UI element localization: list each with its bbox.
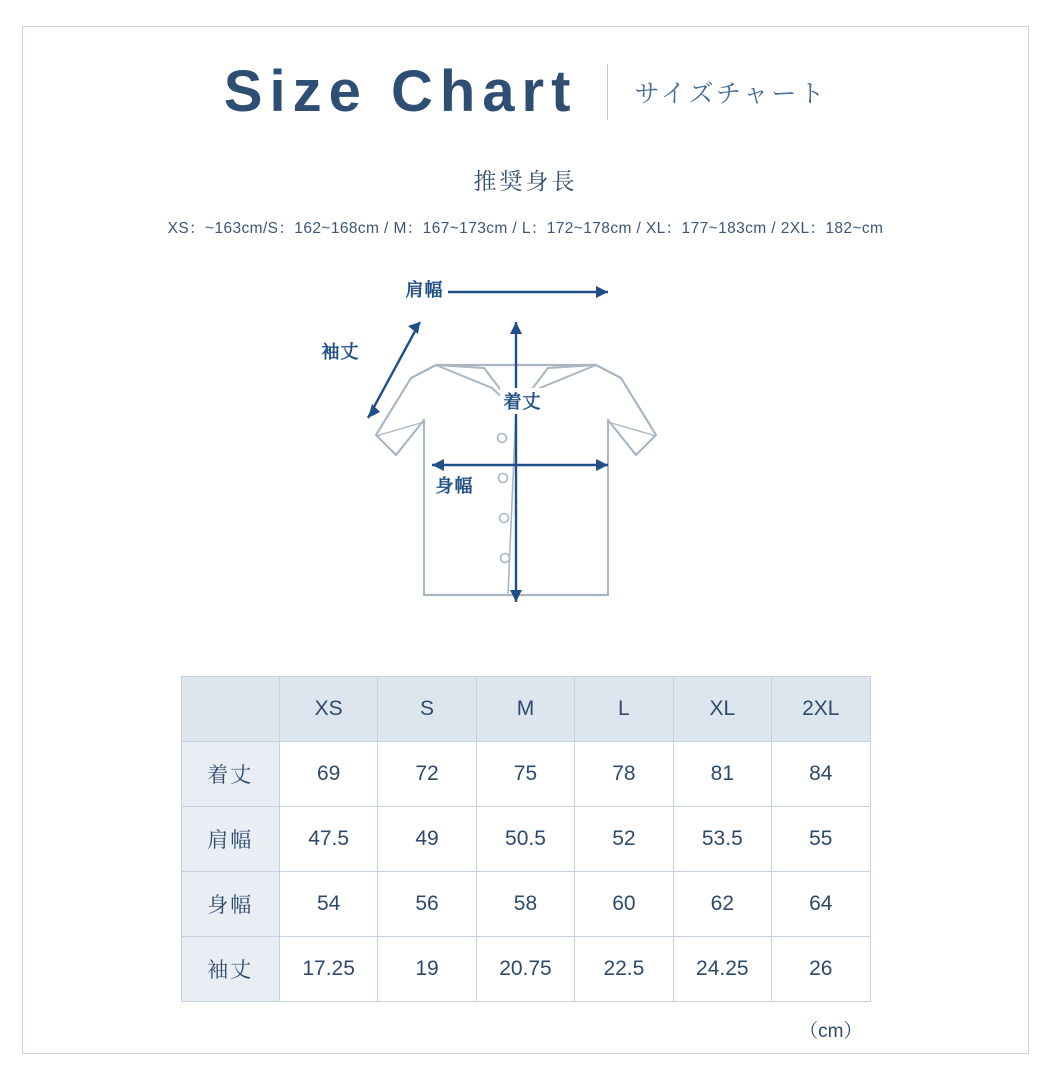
header-l: L [575, 677, 673, 742]
cell-body-width-m: 58 [476, 872, 574, 937]
cell-sleeve-length-s: 19 [378, 937, 476, 1002]
cell-shoulder-width-m: 50.5 [476, 807, 574, 872]
label-sleeve-length: 袖丈 [318, 338, 364, 364]
table-row [181, 872, 870, 937]
table-row [181, 742, 870, 807]
cell-shoulder-width-2xl: 55 [772, 807, 870, 872]
cell-body-width-xl: 62 [673, 872, 771, 937]
table-row [181, 937, 870, 1002]
size-table-body [181, 742, 870, 1002]
shirt-illustration [316, 260, 736, 650]
cell-body-length-m: 75 [476, 742, 574, 807]
cell-sleeve-length-l: 22.5 [575, 937, 673, 1002]
cell-shoulder-width-l: 52 [575, 807, 673, 872]
cell-shoulder-width-s: 49 [378, 807, 476, 872]
table-row [181, 807, 870, 872]
row-label-body-width: 身幅 [181, 872, 279, 937]
header-xs: XS [279, 677, 377, 742]
cell-body-length-2xl: 84 [772, 742, 870, 807]
label-body-width: 身幅 [432, 472, 478, 498]
header-2xl: 2XL [772, 677, 870, 742]
title-divider [607, 64, 608, 120]
row-label-shoulder-width: 肩幅 [181, 807, 279, 872]
row-label-body-length: 着丈 [181, 742, 279, 807]
cell-body-length-xs: 69 [279, 742, 377, 807]
table-header-row [181, 677, 870, 742]
cell-body-length-xl: 81 [673, 742, 771, 807]
header [23, 59, 1028, 124]
cell-shoulder-width-xl: 53.5 [673, 807, 771, 872]
cell-body-length-s: 72 [378, 742, 476, 807]
cell-body-width-xs: 54 [279, 872, 377, 937]
recommended-height-values: XS：~163cm/S：162~168cm / M：167~173cm / L：172~178cm / XL：177~183cm / 2XL：182~cm [167, 220, 884, 237]
page-subtitle: サイズチャート [634, 80, 828, 108]
size-table [181, 676, 871, 1002]
illustration-wrap [23, 260, 1028, 650]
page-title: Size Chart [223, 59, 578, 124]
header-s: S [378, 677, 476, 742]
cell-body-length-l: 78 [575, 742, 673, 807]
label-body-length: 着丈 [500, 388, 546, 414]
shirt-diagram-icon [316, 260, 736, 650]
cell-body-width-l: 60 [575, 872, 673, 937]
recommended-height-label: 推奨身長 [473, 168, 578, 194]
header-corner [181, 677, 279, 742]
cell-shoulder-width-xs: 47.5 [279, 807, 377, 872]
size-table-wrap [23, 676, 1028, 1002]
cell-sleeve-length-xs: 17.25 [279, 937, 377, 1002]
content-frame [22, 26, 1029, 1054]
cell-body-width-s: 56 [378, 872, 476, 937]
header-m: M [476, 677, 574, 742]
cell-body-width-2xl: 64 [772, 872, 870, 937]
size-table-head [181, 677, 870, 742]
label-shoulder-width: 肩幅 [402, 276, 448, 302]
cell-sleeve-length-xl: 24.25 [673, 937, 771, 1002]
cell-sleeve-length-2xl: 26 [772, 937, 870, 1002]
row-label-sleeve-length: 袖丈 [181, 937, 279, 1002]
header-xl: XL [673, 677, 771, 742]
cell-sleeve-length-m: 20.75 [476, 937, 574, 1002]
unit-label: （cm） [799, 1021, 863, 1042]
